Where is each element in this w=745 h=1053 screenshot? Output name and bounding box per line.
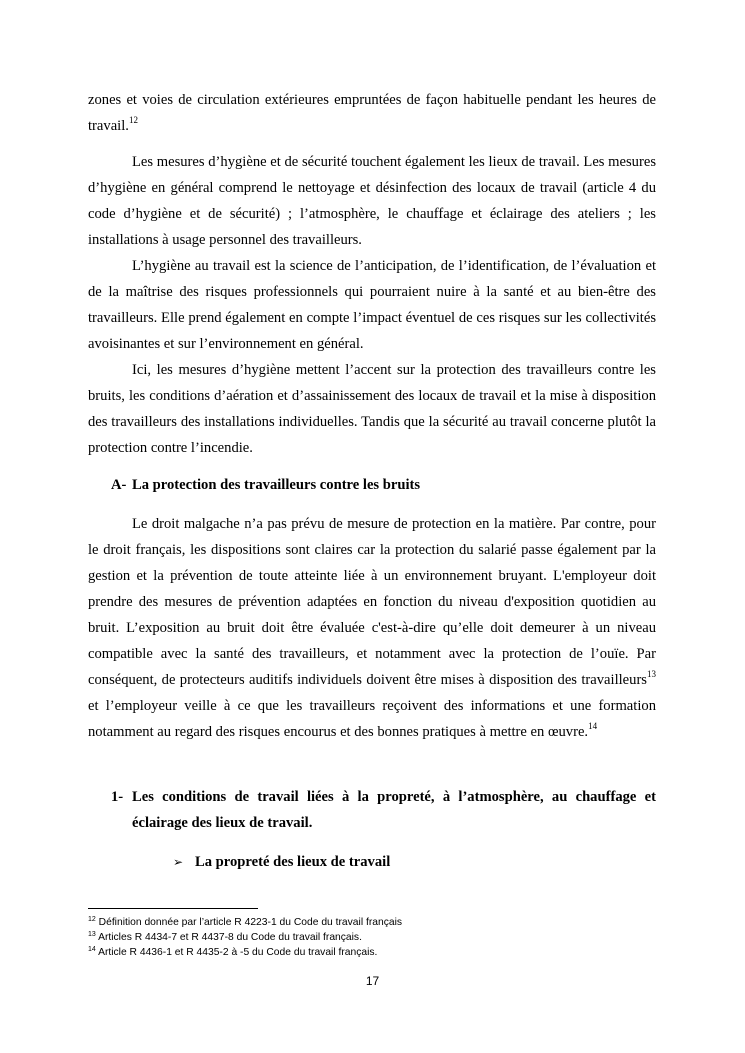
footnote-13 <box>88 931 656 945</box>
footnote-text: Article R 4436-1 et R 4435-2 à -5 du Code du travail français. <box>95 947 378 958</box>
paragraph-hygiene-definition: L’hygiène au travail est la science de l’anticipation, de l’identification, de l’évaluation et de la maîtrise des risques professionnels qui pourraient nuire à la santé et au bien-être des travailleurs. Elle prend également en compte l’impact éventuel de ces risques sur les collectivités avoisinantes et sur l’environnement en général. <box>88 258 656 352</box>
paragraph-text: Le droit malgache n’a pas prévu de mesure de protection en la matière. Par contre, pour le droit français, les dispositions sont claires car la protection du salarié passe également par la gestion et la prévention de toute atteinte liée à un environnement bruyant. L'employeur doit prendre des mesures de prévention adaptées en fonction du niveau d'exposition quotidien au bruit. L’exposition au bruit doit être évaluée c'est-à-dire qu’elle doit demeurer à un niveau compatible avec la santé des travailleurs, et notamment avec la protection de l’ouïe. Par conséquent, de protecteurs auditifs individuels doivent être mises à disposition des travailleurs <box>88 516 656 688</box>
footnote-12 <box>88 916 656 930</box>
heading-title: La propreté des lieux de travail <box>195 854 391 870</box>
footnote-text: Définition donnée par l’article R 4223-1 du Code du travail français <box>95 917 403 928</box>
heading-title: Les conditions de travail liées à la propreté, à l’atmosphère, au chauffage et éclairage des lieux de travail. <box>132 789 656 831</box>
heading-number: 1- <box>111 789 124 805</box>
footnote-14 <box>88 946 656 960</box>
paragraph-hygiene-securite: Les mesures d’hygiène et de sécurité touchent également les lieux de travail. Les mesures d’hygiène en général comprend le nettoyage et désinfection des locaux de travail (article 4 du code d’hygiène et de sécurité) ; l’atmosphère, le chauffage et éclairage des ateliers ; les installations à usage personnel des travailleurs. <box>88 154 656 248</box>
heading-title: La protection des travailleurs contre les bruits <box>132 477 421 493</box>
heading-number: A- <box>111 477 127 493</box>
footnote-ref-12[interactable]: 12 <box>128 115 138 126</box>
arrow-bullet-icon: ➢ <box>173 855 184 869</box>
paragraph-intro <box>88 87 656 139</box>
section-heading-a <box>111 472 656 498</box>
subheading-bullet <box>173 849 573 875</box>
paragraph-text: et l’employeur veille à ce que les travailleurs reçoivent des informations et une formation notamment au regard des risques encourus et des bonnes pratiques à mettre en œuvre. <box>88 698 656 740</box>
footnote-separator <box>88 908 258 909</box>
footnote-ref-13[interactable]: 13 <box>647 669 656 680</box>
paragraph-mesures-hygiene: Ici, les mesures d’hygiène mettent l’accent sur la protection des travailleurs contre les bruits, les conditions d’aération et d’assainissement des locaux de travail et la mise à disposition des travailleurs des installations individuelles. Tandis que la sécurité au travail concerne plutôt la protection contre l’incendie. <box>88 362 656 456</box>
footnote-ref-14[interactable]: 14 <box>588 721 598 732</box>
paragraph-bruits <box>88 511 656 745</box>
footnote-number: 12 <box>88 915 96 923</box>
footnote-text: Articles R 4434-7 et R 4437-8 du Code du travail français. <box>95 932 362 943</box>
paragraph-text: zones et voies de circulation extérieures empruntées de façon habituelle pendant les heures de travail. <box>88 92 656 134</box>
section-heading-1 <box>111 784 656 836</box>
footnote-number: 14 <box>88 945 96 953</box>
footnote-number: 13 <box>88 930 96 938</box>
page-number: 17 <box>365 974 380 988</box>
